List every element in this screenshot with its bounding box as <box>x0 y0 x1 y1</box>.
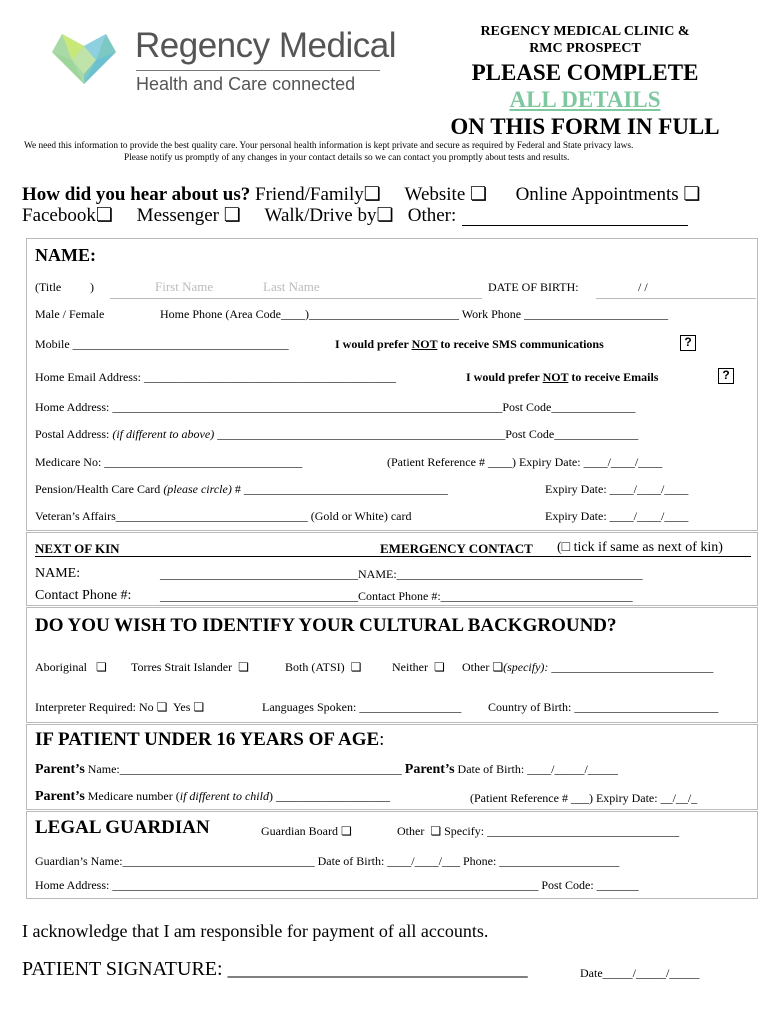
first-name-input[interactable]: First Name <box>155 279 214 294</box>
guardian-address-field[interactable]: Home Address: _______________________________________________________________________ Post Code: _______ <box>35 878 639 892</box>
privacy-line-1: We need this information to provide the best quality care. Your personal health information is kept private and secure as required by Federal and State privacy laws. <box>24 141 634 151</box>
dob-line[interactable] <box>596 298 756 299</box>
hear-question: How did you hear about us? <box>22 184 251 205</box>
cultural-title: DO YOU WISH TO IDENTIFY YOUR CULTURAL BACKGROUND? <box>35 615 617 636</box>
emergency-heading: EMERGENCY CONTACT <box>380 541 533 556</box>
clinic-name: REGENCY MEDICAL CLINIC & <box>480 24 690 39</box>
pension-label: Pension/Health Care Card <box>35 482 164 496</box>
dob-label: DATE OF BIRTH: <box>488 280 579 294</box>
friend-checkbox[interactable]: ❏ <box>363 184 381 205</box>
patient-signature-field[interactable]: PATIENT SIGNATURE: ______________________________ <box>22 958 528 980</box>
under16-title: IF PATIENT UNDER 16 YEARS OF AGE: <box>35 729 385 750</box>
all-details: ALL DETAILS <box>509 87 661 112</box>
please-complete: PLEASE COMPLETE <box>471 60 699 85</box>
kin-name-label: NAME: <box>35 566 81 581</box>
option-other[interactable]: Other: <box>407 205 457 226</box>
hear-other-line[interactable] <box>462 225 688 226</box>
postal-address-field[interactable] <box>35 427 638 442</box>
kin-phone-line[interactable]: _________________________________Contact Phone #:________________________________ <box>160 589 633 603</box>
no-email-label: I would prefer NOT to receive Emails <box>466 370 659 384</box>
parent-medicare-field[interactable]: Parent’s Medicare number (if different to child) ___________________ <box>35 789 390 804</box>
option-walk[interactable]: Walk/Drive by <box>264 205 377 226</box>
next-of-kin-heading: NEXT OF KIN <box>35 541 120 556</box>
home-address-field[interactable]: Home Address: _________________________________________________________________Post Code______________ <box>35 400 636 414</box>
no-sms-label: I would prefer NOT to receive SMS communications <box>335 337 604 351</box>
name-line[interactable] <box>110 298 482 299</box>
email-field[interactable]: Home Email Address: __________________________________________ <box>35 370 396 384</box>
guardian-name-field[interactable]: Guardian’s Name:________________________________ Date of Birth: ____/____/___ Phone: ____________________ <box>35 854 620 868</box>
dob-field[interactable]: / / <box>638 280 648 294</box>
pension-expiry[interactable]: Expiry Date: ____/____/____ <box>545 482 689 496</box>
pension-field[interactable] <box>35 482 448 497</box>
clinic-prospect: RMC PROSPECT <box>529 41 641 56</box>
option-neither[interactable]: Neither ❏ <box>392 660 445 674</box>
acknowledge-text: I acknowledge that I am responsible for payment of all accounts. <box>22 921 489 941</box>
no-email-checkbox[interactable]: ? <box>718 368 734 384</box>
postal-note: (if different to above) <box>112 427 215 441</box>
parent-name-field[interactable]: Parent’s Name:_______________________________________________ Parent’s Date of Birth: ____/_____/_____ <box>35 762 618 777</box>
postal-label: Postal Address: <box>35 427 113 441</box>
hear-row-1 <box>22 183 700 206</box>
option-both[interactable]: Both (ATSI) ❏ <box>285 660 362 674</box>
option-aboriginal[interactable]: Aboriginal ❏ <box>35 660 107 674</box>
messenger-checkbox[interactable]: ❏ <box>223 205 241 226</box>
option-torres[interactable]: Torres Strait Islander ❏ <box>131 660 249 674</box>
option-friend[interactable]: Friend/Family <box>255 184 364 205</box>
option-website[interactable]: Website <box>404 184 466 205</box>
signature-date-field[interactable]: Date_____/_____/_____ <box>580 966 700 980</box>
in-full: ON THIS FORM IN FULL <box>450 114 720 139</box>
title-field-close: ) <box>90 280 94 294</box>
logo-tagline: Health and Care connected <box>136 74 356 94</box>
guardian-title: LEGAL GUARDIAN <box>35 817 210 838</box>
veteran-expiry[interactable]: Expiry Date: ____/____/____ <box>545 509 689 523</box>
logo-divider <box>136 70 380 71</box>
logo-mark <box>48 30 120 84</box>
kin-name-line[interactable]: _________________________________NAME:_________________________________________ <box>160 567 643 581</box>
option-messenger[interactable]: Messenger <box>136 205 219 226</box>
last-name-input[interactable]: Last Name <box>263 279 320 294</box>
no-sms-checkbox[interactable]: ? <box>680 335 696 351</box>
interpreter-field[interactable]: Interpreter Required: No ❏ Yes ❏ <box>35 700 205 714</box>
pension-line[interactable]: # __________________________________ <box>231 482 448 496</box>
online-checkbox[interactable]: ❏ <box>683 184 701 205</box>
patient-ref-field[interactable]: (Patient Reference # ____) Expiry Date: ____/____/____ <box>387 455 663 469</box>
walk-checkbox[interactable]: ❏ <box>376 205 394 226</box>
country-field[interactable]: Country of Birth: ________________________ <box>488 700 719 714</box>
facebook-checkbox[interactable]: ❏ <box>95 205 113 226</box>
home-phone-field[interactable]: Home Phone (Area Code____)_________________________ Work Phone ________________________ <box>160 307 669 321</box>
option-online[interactable]: Online Appointments <box>515 184 679 205</box>
website-checkbox[interactable]: ❏ <box>470 184 488 205</box>
hear-row-2 <box>22 204 456 227</box>
medicare-field[interactable]: Medicare No: _________________________________ <box>35 455 303 469</box>
same-as-kin-tick[interactable]: (□ tick if same as next of kin) <box>557 540 723 555</box>
pension-note: (please circle) <box>163 482 232 496</box>
option-other-cultural[interactable]: Other ❏(specify): ___________________________ <box>462 660 714 674</box>
languages-field[interactable]: Languages Spoken: _________________ <box>262 700 462 714</box>
guardian-board-option[interactable]: Guardian Board ❏ <box>261 824 352 838</box>
postal-line[interactable]: ________________________________________________Post Code______________ <box>214 427 639 441</box>
privacy-line-2: Please notify us promptly of any changes in your contact details so we can contact you promptly about tests and results. <box>124 153 570 163</box>
veteran-field[interactable]: Veteran’s Affairs________________________________ (Gold or White) card <box>35 509 412 523</box>
guardian-other-option[interactable]: Other ❏ Specify: ________________________________ <box>397 824 680 838</box>
kin-phone-label: Contact Phone #: <box>35 588 132 603</box>
logo-name: Regency Medical <box>135 26 396 65</box>
gender-field[interactable]: Male / Female <box>35 307 105 321</box>
name-title: NAME: <box>35 245 96 265</box>
mobile-field[interactable]: Mobile ____________________________________ <box>35 337 289 351</box>
option-facebook[interactable]: Facebook <box>22 205 96 226</box>
parent-ref-field[interactable]: (Patient Reference # ___) Expiry Date: __/__/_ <box>470 791 698 805</box>
title-field-label: (Title <box>35 280 62 294</box>
